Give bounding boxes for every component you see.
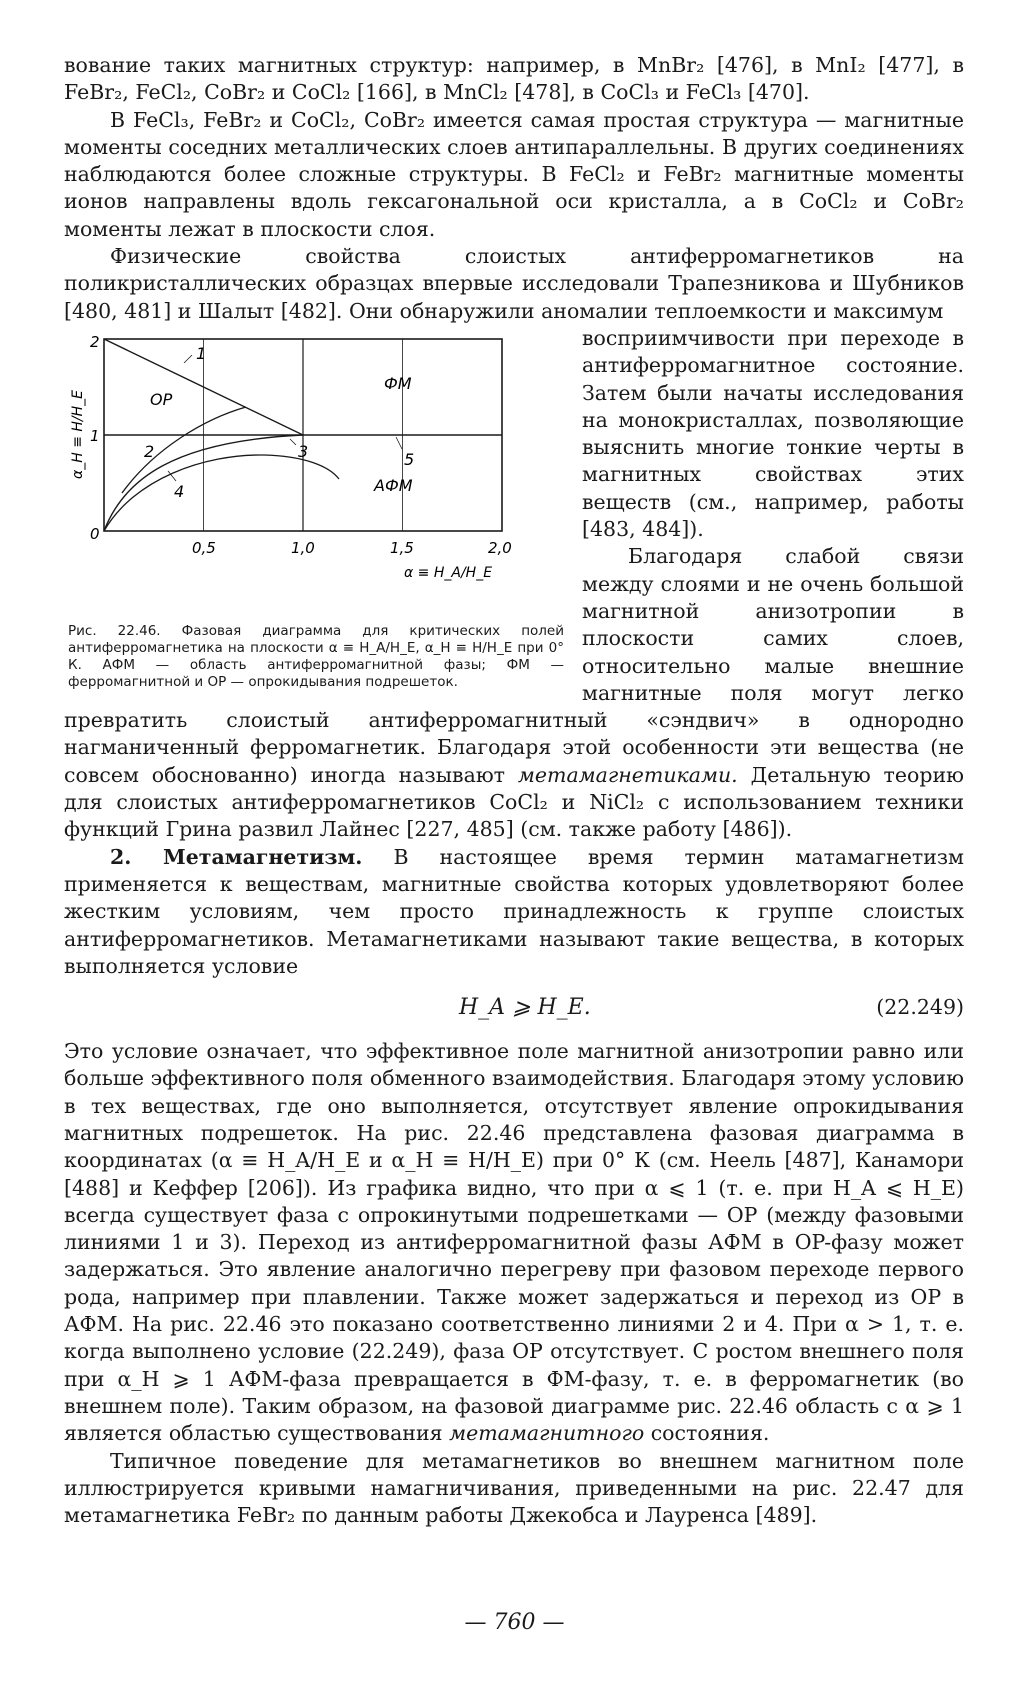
region-fm: ФМ bbox=[384, 373, 412, 393]
paragraph-5: 2. Метамагнетизм. В настоящее время термин матамагнетизм применяется к веществам, магнитные свойства которых удовлетворяют более жестким условиям, чем просто принадлежность к группе слоистых антиферромагнетиков. Метамагнетиками называют такие вещества, в которых выполняется условие bbox=[64, 844, 964, 978]
curve-label-2: 2 bbox=[144, 441, 155, 461]
y-tick-2: 2 bbox=[90, 332, 100, 351]
x-tick-1-5: 1,5 bbox=[390, 538, 414, 557]
term-metamagnetic: метамагнитного bbox=[449, 1421, 645, 1446]
curve-label-4: 4 bbox=[174, 481, 185, 501]
paragraph-7: Типичное поведение для метамагнетиков во внешнем магнитном поле иллюстрируется кривыми намагничивания, приведенными на рис. 22.47 для метамагнетика FeBr₂ по данным работы Джекобса и Лауренса [489]. bbox=[64, 1448, 964, 1528]
paragraph-3b: восприимчивости при переходе в антиферромагнитное состояние. Затем были начаты исследования на монокристаллах, позволяющие выяснить многие тонкие черты в магнитных свойствах этих веществ (см., например, работы [483, 484]). bbox=[582, 325, 964, 542]
y-axis-label: α_H ≡ H/H_E bbox=[70, 389, 86, 479]
paragraph-2: В FeCl₃, FeBr₂ и CoCl₂, CoBr₂ имеется самая простая структура — магнитные моменты соседних металлических слоев антипараллельны. В других соединениях наблюдаются более сложные структуры. В FeCl₂ и FeBr₂ магнитные моменты ионов направлены вдоль гексагональной оси кристалла, а в CoCl₂ и CoBr₂ моменты лежат в плоскости слоя. bbox=[64, 107, 964, 241]
page-body bbox=[64, 52, 964, 1529]
equation-body: H_A ⩾ H_E. bbox=[459, 995, 591, 1021]
curve-label-1: 1 bbox=[196, 343, 207, 363]
figure-caption: Рис. 22.46. Фазовая диаграмма для критических полей антиферромагнетика на плоскости α ≡ H_A/H_E, α_H ≡ H/H_E при 0° К. АФМ — область антиферромагнитной фазы; ФМ — ферромагнитной и OP — опрокидывания подрешеток. bbox=[68, 622, 564, 690]
x-tick-0-5: 0,5 bbox=[192, 538, 216, 557]
region-afm: АФМ bbox=[374, 475, 413, 495]
curve-label-3: 3 bbox=[298, 441, 309, 461]
x-tick-2-0: 2,0 bbox=[488, 538, 512, 557]
paragraph-4: Благодаря слабой связи между слоями и не очень большой магнитной анизотропии в плоскости самих слоев, относительно малые внешние магнитные поля могут легко превратить слоистый антиферромагнитный «сэндвич» в однородно нагманиченный ферромагнетик. Благодаря этой особенности эти вещества (не совсем обоснованно) иногда называют метамагнетиками. Детальную теорию для слоистых антиферромагнетиков CoCl₂ и NiCl₂ с использованием техники функций Грина развил Лайнес [227, 485] (см. также работу [486]). bbox=[64, 544, 964, 842]
figure-22-46 bbox=[64, 329, 564, 691]
paragraph-3a: Физические свойства слоистых антиферромагнетиков на поликристаллических образцах впервые исследовали Трапезникова и Шубников [480, 481] и Шалыт [482]. Они обнаружили аномалии теплоемкости и максимум bbox=[64, 244, 964, 323]
region-or: OP bbox=[150, 389, 173, 409]
x-tick-1-0: 1,0 bbox=[291, 538, 315, 557]
term-metamagnetics: метамагнетиками. bbox=[517, 762, 738, 787]
y-tick-1: 1 bbox=[90, 426, 100, 445]
equation-22-249 bbox=[64, 982, 964, 1034]
x-axis-label: α ≡ H_A/H_E bbox=[404, 564, 493, 581]
equation-number: (22.249) bbox=[876, 995, 964, 1020]
phase-diagram bbox=[64, 329, 564, 619]
curve-label-5: 5 bbox=[404, 449, 415, 469]
y-tick-0: 0 bbox=[90, 524, 100, 543]
paragraph-6: Это условие означает, что эффективное поле магнитной анизотропии равно или больше эффективного поля обменного взаимодействия. Благодаря этому условию в тех веществах, где оно выполняется, отсутствует явление опрокидывания магнитных подрешеток. На рис. 22.46 представлена фазовая диаграмма в координатах (α ≡ H_A/H_E и α_H ≡ H/H_E) при 0° К (см. Неель [487], Канамори [488] и Кеффер [206]). Из графика видно, что при α ⩽ 1 (т. е. при H_A ⩽ H_E) всегда существует фаза с опрокинутыми подрешетками — OP (между фазовыми линиями 1 и 3). Переход из антиферромагнитной фазы АФМ в OP-фазу может задержаться. Это явление аналогично перегреву при фазовом переходе первого рода, например при плавлении. Также может задержаться и переход из OP в АФМ. На рис. 22.46 это показано соответственно линиями 2 и 4. При α > 1, т. е. когда выполнено условие (22.249), фаза OP отсутствует. С ростом внешнего поля при α_H ⩾ 1 АФМ-фаза превращается в ФМ-фазу, т. е. в ферромагнетик (во внешнем поле). Таким образом, на фазовой диаграмме рис. 22.46 область с α ⩾ 1 является областью существования метамагнитного состояния. bbox=[64, 1039, 964, 1446]
page-number: — 760 — bbox=[464, 1610, 565, 1635]
paragraph-1: вование таких магнитных структур: например, в MnBr₂ [476], в MnI₂ [477], в FeBr₂, FeCl₂, CoBr₂ и CoCl₂ [166], в MnCl₂ [478], в CoCl₃ и FeCl₃ [470]. bbox=[64, 53, 964, 105]
section-heading: 2. Метамагнетизм. bbox=[110, 844, 363, 869]
line-4 bbox=[104, 455, 339, 531]
